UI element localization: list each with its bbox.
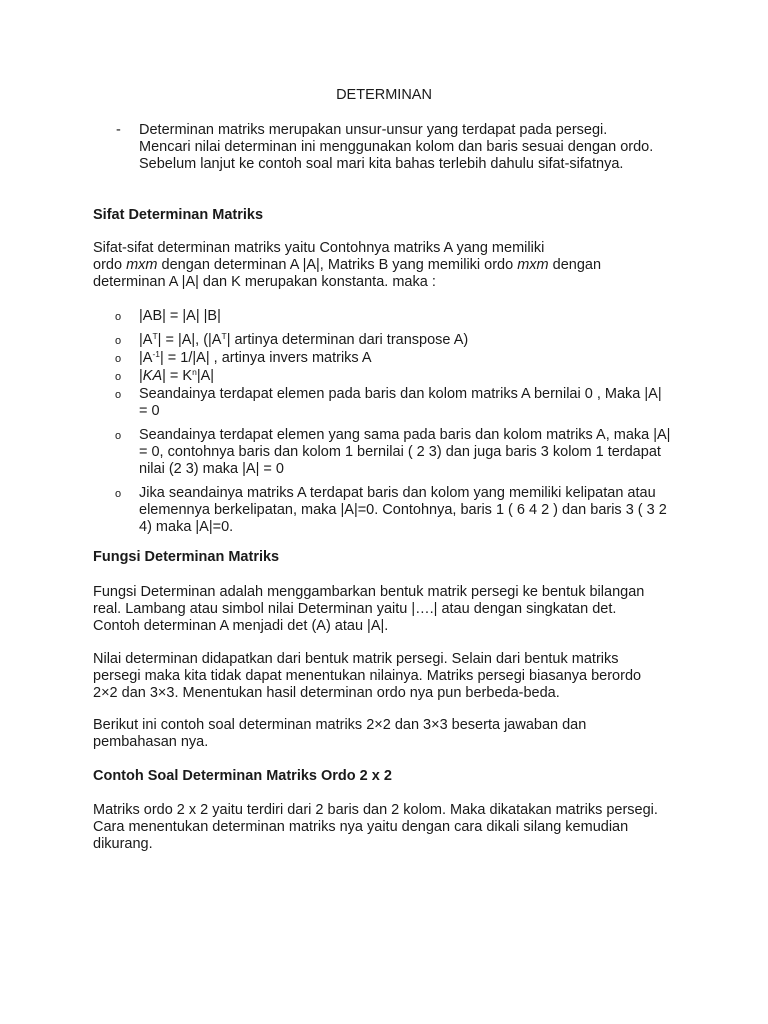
circle-bullet-icon: o xyxy=(115,371,122,383)
dash-bullet: - xyxy=(116,122,121,138)
sifat-paragraph xyxy=(93,240,663,291)
list-item: o $|A^T| = |A|$, ($|A^T|$ artinya determinan dari transpose A) xyxy=(115,331,469,348)
heading-fungsi: Fungsi Determinan Matriks xyxy=(93,549,280,565)
circle-bullet-icon: o xyxy=(115,353,122,365)
list-item: o Seandainya terdapat elemen yang sama pada baris dan kolom matriks A, maka |A| = 0, contohnya baris dan kolom 1 bernilai ( 2 3) dan juga baris 3 kolom 1 terdapat nilai (2 3) maka |A| = 0 xyxy=(115,427,671,477)
fungsi-paragraph-1: Fungsi Determinan adalah menggambarkan bentuk matrik persegi ke bentuk bilangan real. Lambang atau simbol nilai Determinan yaitu |….| atau dengan singkatan det. Contoh determinan A menjadi det (A) atau |A|. xyxy=(93,584,645,634)
list-item: o $|A^{-1}| = 1/|A|$ , artinya invers matriks A xyxy=(115,349,372,366)
document-title: DETERMINAN xyxy=(336,87,432,103)
list-item: o $|KA| = K^n|A|$ xyxy=(115,367,215,384)
sifat-list xyxy=(93,308,673,536)
circle-bullet-icon: o xyxy=(115,389,122,401)
sifat-line-3: determinan A |A| dan K merupakan konstanta. maka : xyxy=(93,274,436,290)
circle-bullet-icon: o xyxy=(115,430,122,442)
list-item: o |AB| = |A| |B| xyxy=(115,308,221,324)
circle-bullet-icon: o xyxy=(115,488,122,500)
intro-paragraph: Determinan matriks merupakan unsur-unsur yang terdapat pada persegi. Mencari nilai determinan ini menggunakan kolom dan baris sesuai dengan ordo. Sebelum lanjut ke contoh soal mari kita bahas terlebih dahulu sifat-sifatnya. xyxy=(139,122,654,172)
list-item: o Seandainya terdapat elemen pada baris dan kolom matriks A bernilai 0 , Maka |A| = 0 xyxy=(115,386,662,419)
circle-bullet-icon: o xyxy=(115,311,122,323)
contoh-paragraph: Matriks ordo 2 x 2 yaitu terdiri dari 2 baris dan 2 kolom. Maka dikatakan matriks persegi. Cara menentukan determinan matriks nya yaitu dengan cara dikali silang kemudian dikurang. xyxy=(93,802,658,852)
list-item: o Jika seandainya matriks A terdapat baris dan kolom yang memiliki kelipatan atau elemennya berkelipatan, maka |A|=0. Contohnya, baris 1 ( 6 4 2 ) dan baris 3 ( 3 2 4) maka |A|=0. xyxy=(115,485,667,535)
sifat-line-2: ordo mxm dengan determinan A |A|, Matriks B yang memiliki ordo mxm dengan xyxy=(93,257,602,273)
sifat-line-1: Sifat-sifat determinan matriks yaitu Contohnya matriks A yang memiliki xyxy=(93,240,545,256)
heading-contoh: Contoh Soal Determinan Matriks Ordo 2 x 2 xyxy=(93,768,392,784)
circle-bullet-icon: o xyxy=(115,335,122,347)
heading-sifat: Sifat Determinan Matriks xyxy=(93,207,264,223)
fungsi-paragraph-3: Berikut ini contoh soal determinan matriks 2×2 dan 3×3 beserta jawaban dan pembahasan nya. xyxy=(93,717,587,750)
fungsi-paragraph-2: Nilai determinan didapatkan dari bentuk matrik persegi. Selain dari bentuk matriks persegi maka kita tidak dapat menentukan nilainya. Matriks persegi biasanya berordo 2×2 dan 3×3. Menentukan hasil determinan ordo nya pun berbeda-beda. xyxy=(93,651,642,701)
